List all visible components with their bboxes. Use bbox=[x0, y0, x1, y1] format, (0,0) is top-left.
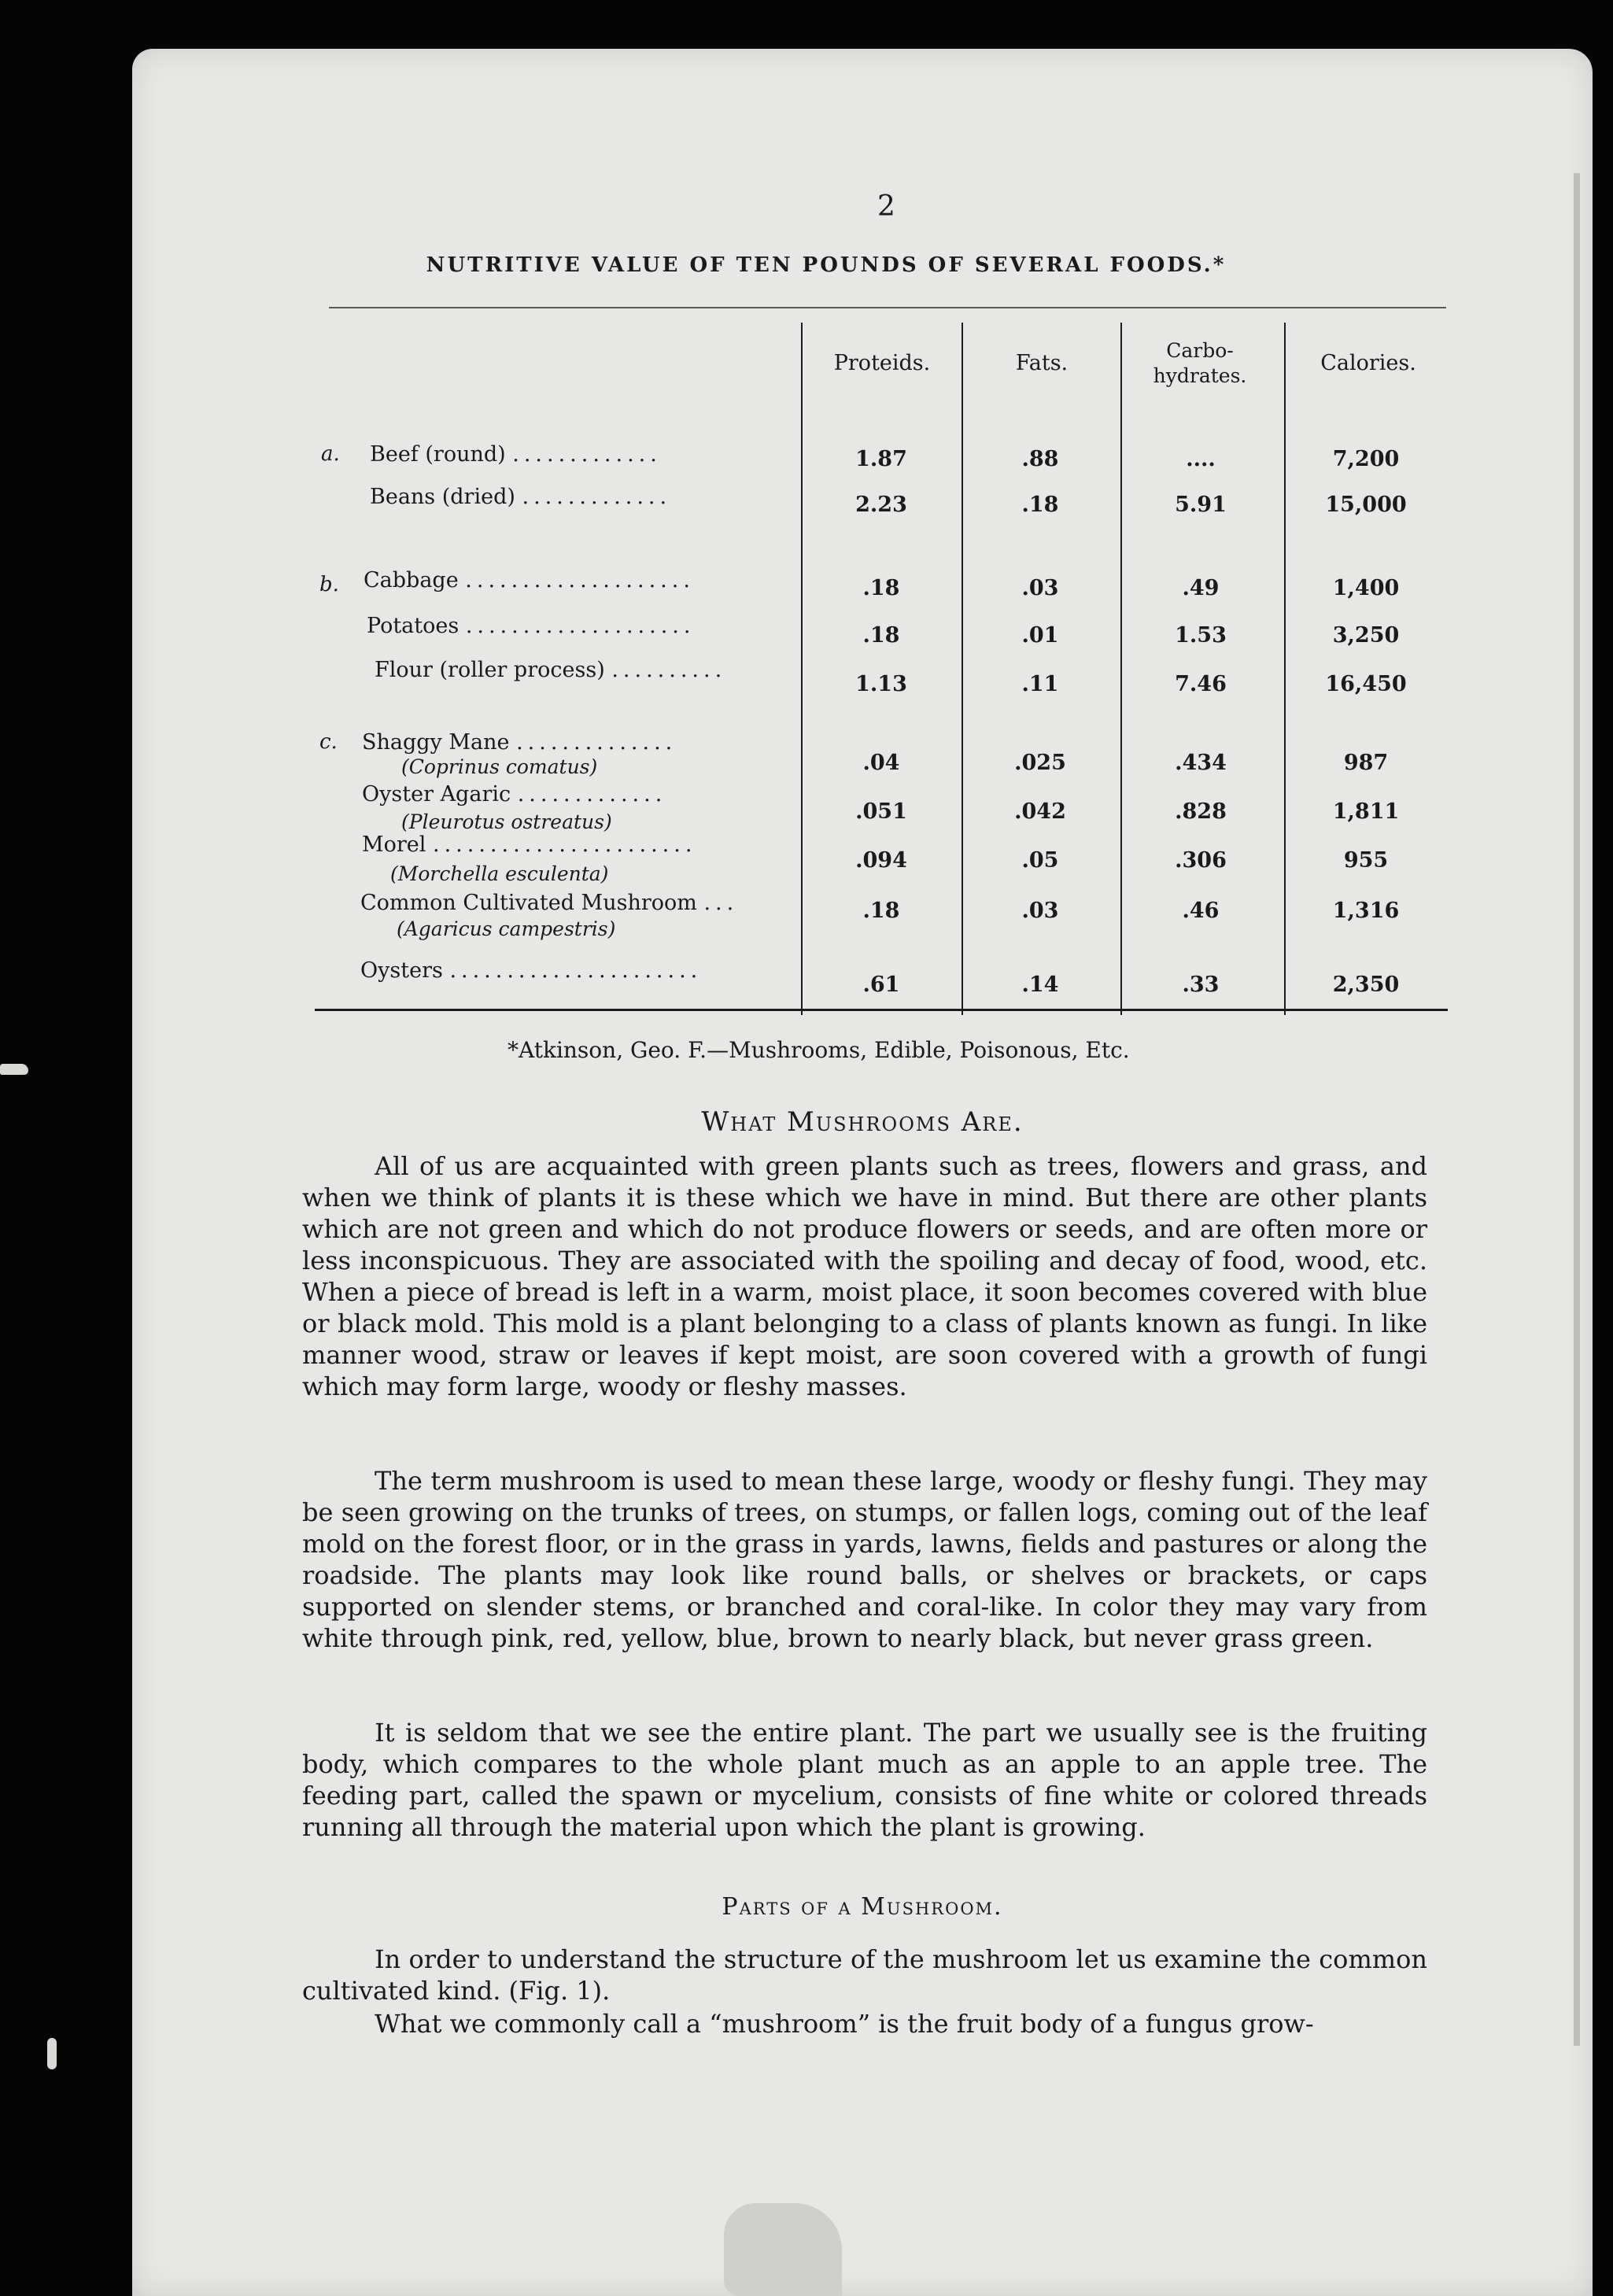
row-label: Oysters bbox=[360, 958, 443, 983]
row-label: Beef (round) bbox=[370, 442, 506, 467]
cell-fats: .18 bbox=[1021, 493, 1059, 517]
cell-carbohydrates: .... bbox=[1186, 447, 1216, 471]
cell-fats: .11 bbox=[1021, 672, 1059, 696]
cell-carbohydrates: .46 bbox=[1182, 899, 1220, 923]
row-label: Cabbage bbox=[364, 568, 459, 592]
cell-proteids: .094 bbox=[855, 848, 907, 873]
cell-proteids: .61 bbox=[862, 973, 900, 997]
cell-proteids: .18 bbox=[862, 899, 900, 923]
cell-carbohydrates: 7.46 bbox=[1175, 672, 1227, 696]
row-label: Potatoes bbox=[367, 614, 460, 638]
column-header-fats: Fats. bbox=[1015, 351, 1069, 375]
row-label: Shaggy Mane bbox=[362, 730, 510, 755]
cell-proteids: 1.87 bbox=[855, 447, 907, 471]
column-divider bbox=[1284, 323, 1286, 1015]
section-heading: What Mushrooms Are. bbox=[701, 1106, 1024, 1138]
paper-scrap bbox=[47, 2038, 57, 2069]
paragraph: All of us are acquainted with green plants such as trees, flowers and grass, and when we think of plants it is these which we have in mind. But there are other plants which are not green and which do not produce flowers or seeds, and are often more or less inconspicuous. They are associated with the spoiling and decay of food, wood, etc. When a piece of bread is left in a warm, moist place, it soon becomes covered with blue or black mold. This mold is a plant belonging to a class of plants known as fungi. In like manner wood, straw or leaves if kept moist, are soon covered with a growth of fungi which may form large, woody or fleshy masses. bbox=[302, 1151, 1427, 1401]
cell-proteids: .18 bbox=[862, 623, 900, 648]
page-number: 2 bbox=[877, 190, 895, 223]
table-title: NUTRITIVE VALUE OF TEN POUNDS OF SEVERAL FOODS.* bbox=[426, 253, 1227, 277]
section-heading: Parts of a Mushroom. bbox=[722, 1893, 1003, 1921]
table-rule-bottom bbox=[315, 1009, 1448, 1011]
cell-fats: .025 bbox=[1014, 751, 1066, 775]
cell-calories: 1,811 bbox=[1332, 799, 1400, 824]
paragraph: The term mushroom is used to mean these large, woody or fleshy fungi. They may be seen growing on the trunks of trees, on stumps, or fallen logs, coming out of the leaf mold on the forest floor, or in the grass in yards, lawns, fields and pastures or along the roadside. The plants may look like round balls, or shelves or brackets, or caps supported on slender stems, or branched and coral-like. In color they may vary from white through pink, red, yellow, blue, brown to nearly black, but never grass green. bbox=[302, 1466, 1427, 1653]
cell-proteids: .04 bbox=[862, 751, 900, 775]
cell-calories: 1,400 bbox=[1332, 576, 1400, 600]
column-header-carbohydrates: Carbo-hydrates. bbox=[1153, 339, 1247, 387]
paragraph: It is seldom that we see the entire plant. The part we usually see is the fruiting body, which compares to the whole plant much as an apple to an apple tree. The feeding part, called the spawn or mycelium, consists of fine white or colored threads running all through the material upon which the plant is growing. bbox=[302, 1718, 1427, 1842]
row-label: Flour (roller process) bbox=[375, 658, 605, 682]
cell-calories: 3,250 bbox=[1332, 623, 1400, 648]
cell-proteids: 1.13 bbox=[855, 672, 907, 696]
cell-calories: 15,000 bbox=[1325, 493, 1407, 517]
cell-calories: 7,200 bbox=[1332, 447, 1400, 471]
cell-proteids: .18 bbox=[862, 576, 900, 600]
cell-calories: 1,316 bbox=[1332, 899, 1400, 923]
cell-fats: .88 bbox=[1021, 447, 1059, 471]
cell-carbohydrates: .828 bbox=[1175, 799, 1227, 824]
group-marker: c. bbox=[319, 730, 338, 754]
paper-scrap bbox=[0, 1064, 28, 1075]
paragraph: In order to understand the structure of the mushroom let us examine the common cultivated kind. (Fig. 1). bbox=[302, 1944, 1427, 2006]
cell-fats: .01 bbox=[1021, 623, 1059, 648]
cell-fats: .042 bbox=[1014, 799, 1066, 824]
cell-carbohydrates: .434 bbox=[1175, 751, 1227, 775]
column-header-calories: Calories. bbox=[1320, 351, 1416, 375]
row-sublabel: (Agaricus campestris) bbox=[397, 917, 616, 940]
cell-fats: .14 bbox=[1021, 973, 1059, 997]
cell-proteids: 2.23 bbox=[855, 493, 907, 517]
row-label: Morel bbox=[362, 832, 426, 857]
row-label: Common Cultivated Mushroom bbox=[360, 891, 697, 915]
cell-carbohydrates: 1.53 bbox=[1175, 623, 1227, 648]
row-sublabel: (Pleurotus ostreatus) bbox=[401, 810, 612, 833]
table-rule-top bbox=[329, 307, 1446, 308]
paper-scrap bbox=[724, 2203, 842, 2296]
table-footnote: *Atkinson, Geo. F.—Mushrooms, Edible, Poisonous, Etc. bbox=[508, 1037, 1130, 1063]
cell-calories: 16,450 bbox=[1325, 672, 1407, 696]
cell-fats: .03 bbox=[1021, 899, 1059, 923]
cell-fats: .03 bbox=[1021, 576, 1059, 600]
cell-calories: 2,350 bbox=[1332, 973, 1400, 997]
cell-carbohydrates: .33 bbox=[1182, 973, 1220, 997]
cell-calories: 987 bbox=[1343, 751, 1389, 775]
group-marker: b. bbox=[319, 573, 339, 596]
row-sublabel: (Coprinus comatus) bbox=[401, 755, 598, 778]
column-header-proteids: Proteids. bbox=[833, 351, 931, 375]
row-label: Beans (dried) bbox=[370, 485, 515, 509]
row-label: Oyster Agaric bbox=[362, 782, 511, 807]
group-marker: a. bbox=[321, 442, 340, 466]
paragraph: What we commonly call a “mushroom” is the fruit body of a fungus grow- bbox=[375, 2009, 1314, 2039]
cell-calories: 955 bbox=[1343, 848, 1389, 873]
row-sublabel: (Morchella esculenta) bbox=[390, 862, 609, 885]
cell-carbohydrates: .306 bbox=[1175, 848, 1227, 873]
cell-proteids: .051 bbox=[855, 799, 907, 824]
cell-carbohydrates: .49 bbox=[1182, 576, 1220, 600]
cell-carbohydrates: 5.91 bbox=[1175, 493, 1227, 517]
cell-fats: .05 bbox=[1021, 848, 1059, 873]
